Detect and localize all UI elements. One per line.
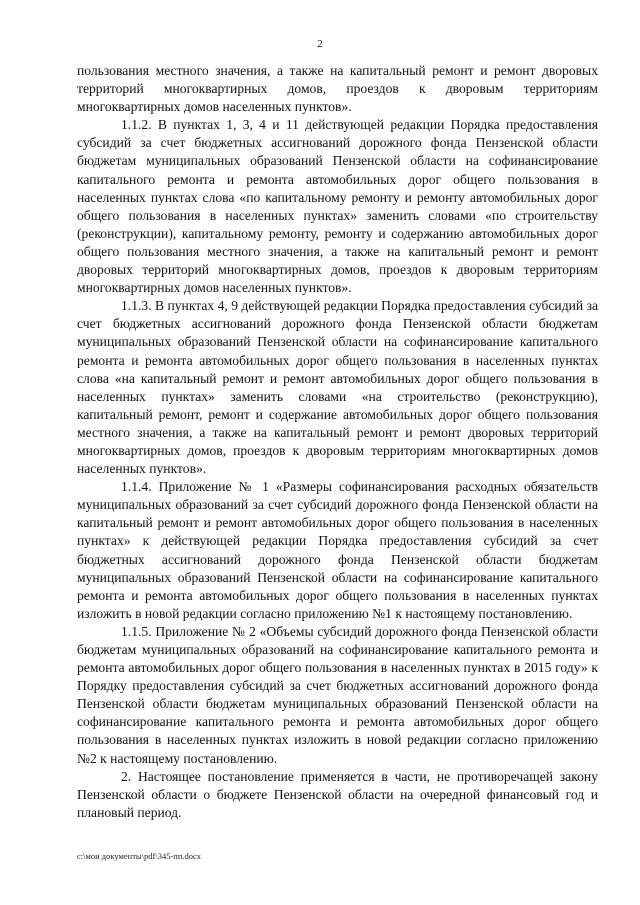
- paragraph-1-1-3: 1.1.3. В пунктах 4, 9 действующей редакции Порядка предоставления субсидий за счет бюджетных ассигнований дорожного фонда Пензенской области бюджетам муниципальных образований Пензенской области на софинансирование капитального ремонта и ремонта автомобильных дорог общего пользования в населенных пунктах слова «на капитальный ремонт и ремонт автомобильных дорог общего пользования в населенных пунктах» заменить словами «на строительство (реконструкцию), капитальный ремонт, ремонт и содержание автомобильных дорог общего пользования местного значения, а также на капитальный ремонт и ремонт дворовых территорий многоквартирных домов, проездов к дворовым территориям многоквартирных домов населенных пунктов».: [77, 298, 598, 477]
- paragraph-1-1-4: 1.1.4. Приложение № 1 «Размеры софинансирования расходных обязательств муниципальных образований за счет субсидий дорожного фонда Пензенской области на капитальный ремонт и ремонт автомобильных дорог общего пользования в населенных пунктах» к действующей редакции Порядка предоставления субсидий за счет бюджетных ассигнований дорожного фонда Пензенской области бюджетам муниципальных образований Пензенской области на софинансирование капитального ремонта и ремонта автомобильных дорог общего пользования в населенных пунктах изложить в новой редакции согласно приложению №1 к настоящему постановлению.: [77, 479, 598, 621]
- footer-file-path: c:\мои документы\pdf\345-пп.docx: [77, 851, 202, 861]
- paragraph-continuation: пользования местного значения, а также на капитальный ремонт и ремонт дворовых территорий многоквартирных домов, проездов к дворовым территориям многоквартирных домов населенных пунктов».: [77, 63, 598, 115]
- paragraph-1-1-2: 1.1.2. В пунктах 1, 3, 4 и 11 действующей редакции Порядка предоставления субсидий за счет бюджетных ассигнований дорожного фонда Пензенской области бюджетам муниципальных образований Пензенской области на софинансирование капитального ремонта и ремонта автомобильных дорог общего пользования в населенных пунктах слова «по капитальному ремонту и ремонту автомобильных дорог общего пользования в населенных пунктах» заменить словами «по строительству (реконструкции), капитальному ремонту, ремонту и содержанию автомобильных дорог общего пользования местного значения, а также на капитальный ремонт и ремонт дворовых территорий многоквартирных домов, проездов к дворовым территориям многоквартирных домов населенных пунктов».: [77, 117, 598, 296]
- page-number: 2: [317, 38, 323, 50]
- paragraph-1-1-5: 1.1.5. Приложение № 2 «Объемы субсидий дорожного фонда Пензенской области бюджетам муниципальных образований на софинансирование капитального ремонта и ремонта автомобильных дорог общего пользования в населенных пунктах в 2015 году» к Порядку предоставления субсидий за счет бюджетных ассигнований дорожного фонда Пензенской области бюджетам муниципальных образований Пензенской области на софинансирование капитального ремонта и ремонта автомобильных дорог общего пользования в населенных пунктах изложить в новой редакции согласно приложению №2 к настоящему постановлению.: [77, 623, 598, 766]
- paragraph-2: 2. Настоящее постановление применяется в части, не противоречащей закону Пензенской области о бюджете Пензенской области на очередной финансовый год и плановый период.: [77, 768, 598, 820]
- document-body: [77, 62, 598, 822]
